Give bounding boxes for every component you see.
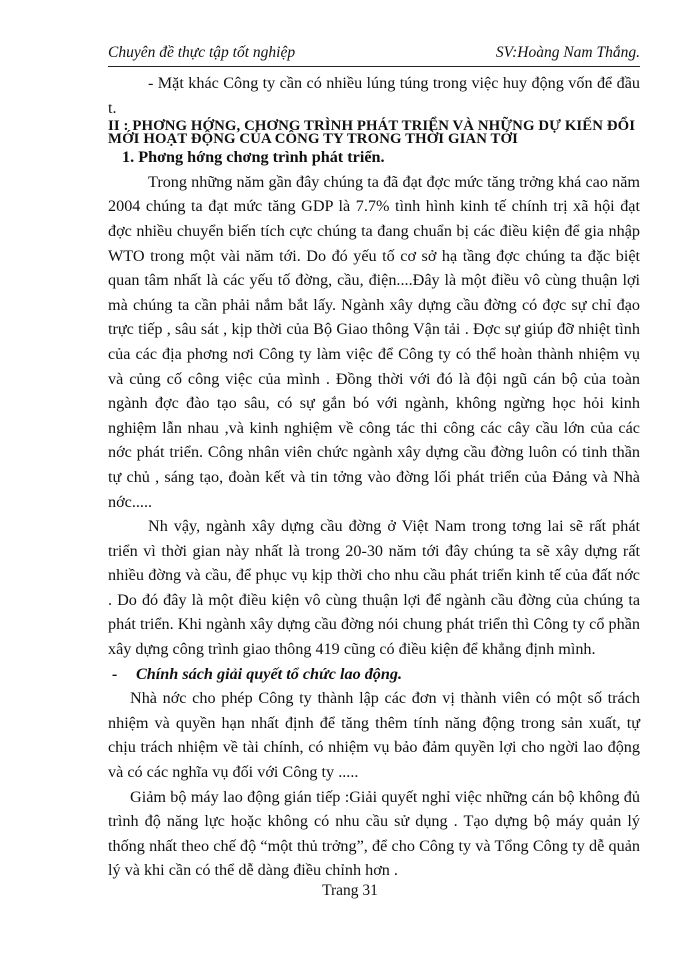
paragraph-state-permission: Nhà nớc cho phép Công ty thành lập các đơn vị thành viên có một số trách nhiệm và quyền hạn nhất định để tăng thêm tính năng động trong sản xuất, tự chịu trách nhiệm về tài chính, có nhiệm vụ bảo đảm quyền lợi cho ngời lao động và có các nghĩa vụ đối với Công ty ..... [108,689,640,782]
header-student-name: SV:Hoàng Nam Thắng. [495,44,640,61]
header-document-title: Chuyên đề thực tập tốt nghiệp [108,44,296,61]
page-header [108,40,640,67]
section-title: II : PHƠNG HỚNG, CHƠNG TRÌNH PHÁT TRIỂN VÀ NHỮNG DỰ KIẾN ĐỔI MỚI HOẠT ĐỘNG CỦA CÔNG TY TRONG THỜI GIAN TỚI [108,118,636,147]
subsection-title: 1. Phơng hớng chơng trình phát triển. [122,148,385,167]
paragraph-capital-difficulty: - Mặt khác Công ty cần có nhiều lúng túng trong việc huy động vốn để đầu t. [108,74,640,117]
page-number: Trang 31 [322,882,378,899]
paragraph-development-context: Trong những năm gần đây chúng ta đã đạt đợc mức tăng trởng khá cao năm 2004 chúng ta đạt mức tăng GDP là 7.7% tình hình kinh tế chính trị xã hội đạt đợc nhiều chuyển biến tích cực chúng ta đang chuẩn bị các điều kiện để gia nhập WTO trong một vài năm tới. Do đó yếu tố cơ sở hạ tầng đợc chúng ta đặc biệt quan tâm nhất là các yếu tố đờng, cầu, điện....Đây là một điều vô cùng thuận lợi mà chúng ta cần phải nắm bắt lấy. Ngành xây dựng cầu đờng có đợc sự chỉ đạo trực tiếp , sâu sát , kịp thời của Bộ Giao thông Vận tải . Đợc sự giúp đỡ nhiệt tình của các địa phơng nơi Công ty làm việc để Công ty có thể hoàn thành nhiệm vụ và củng cố công việc của mình . Đồng thời với đó là đội ngũ cán bộ của toàn ngành đợc đào tạo sâu, có sự gắn bó với ngành, không ngừng học hỏi kinh nghiệm lẫn nhau ,và kinh nghiệm về công tác thi công các cây cầu lớn của các nớc phát triển. Công nhân viên chức ngành xây dựng cầu đờng luôn có tinh thần tự chủ , sáng tạo, đoàn kết và tin tởng vào đờng lối phát triển của Đảng và Nhà nớc..... [108,172,640,511]
paragraph-reduce-indirect-labor: Giảm bộ máy lao động gián tiếp :Giải quyết nghỉ việc những cán bộ không đủ trình độ năng lực hoặc không có nhu cầu sử dụng . Tạo dựng bộ máy quản lý thống nhất theo chế độ “một thủ trởng”, để cho Công ty và Tổng Công ty dễ quản lý và khi cần có thể dễ dàng điều chỉnh hơn . [108,787,640,880]
document-body [108,71,640,883]
bullet-dash: - [112,664,118,683]
bullet-heading-text: Chính sách giải quyết tổ chức lao động. [136,664,403,683]
paragraph-industry-outlook: Nh vậy, ngành xây dựng cầu đờng ở Việt Nam trong tơng lai sẽ rất phát triển vì thời gian này nhất là trong 20-30 năm tới đây chúng ta sẽ xây dựng rất nhiều đờng và cầu, để phục vụ kịp thời cho nhu cầu phát triển kinh tế của đất nớc . Do đó đây là một điều kiện vô cùng thuận lợi để ngành cầu đờng của chúng ta phát triển. Khi ngành xây dựng cầu đờng nói chung phát triển thì Công ty cổ phần xây dựng công trình giao thông 419 cũng có điều kiện để khẳng định mình. [108,517,640,659]
bullet-heading-labor-policy [108,662,640,687]
